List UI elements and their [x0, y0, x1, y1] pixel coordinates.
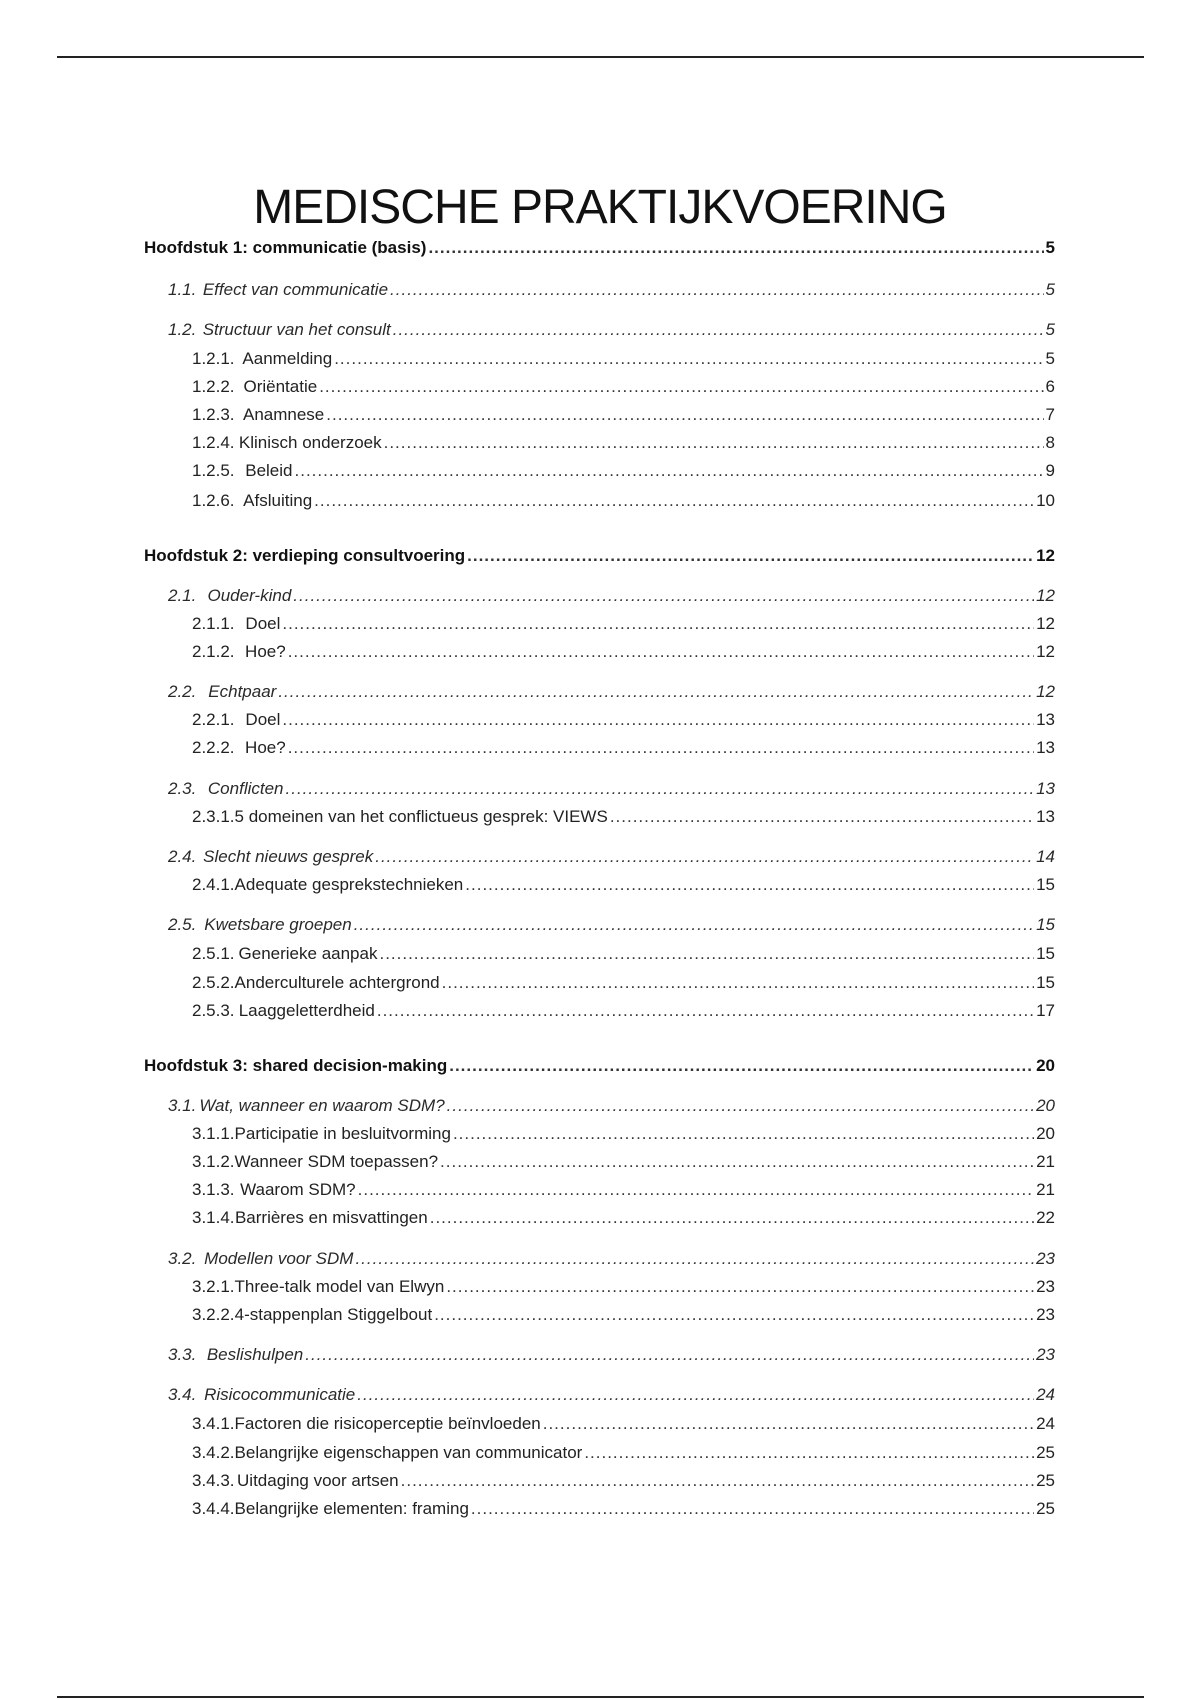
toc-page-number: 12: [1036, 682, 1055, 701]
toc-entry-number: 1.2.: [168, 320, 197, 339]
toc-entry-number: 3.3.: [168, 1345, 197, 1364]
toc-entry-label: Modellen voor SDM: [204, 1249, 354, 1268]
toc-entry-label: Uitdaging voor artsen: [237, 1471, 399, 1490]
footer-rule: [57, 1696, 1144, 1698]
toc-dot-leader: [282, 709, 1034, 731]
toc-page-number: 17: [1036, 1001, 1055, 1020]
toc-page-number: 5: [1045, 238, 1055, 257]
toc-entry-label: Hoofdstuk 3: shared decision-making: [144, 1056, 448, 1075]
toc-dot-leader: [453, 1123, 1034, 1145]
toc-entry-number: 3.1.2.: [192, 1152, 235, 1171]
toc-subsection[interactable]: [192, 1470, 1055, 1492]
toc-dot-leader: [471, 1498, 1034, 1520]
toc-dot-leader: [440, 1151, 1034, 1173]
toc-entry-number: 1.1.: [168, 280, 197, 299]
toc-subsection[interactable]: [192, 1498, 1055, 1520]
toc-entry-label: Participatie in besluitvorming: [234, 1124, 451, 1143]
toc-dot-leader: [326, 404, 1043, 426]
toc-entry-label: Wat, wanneer en waarom SDM?: [199, 1096, 445, 1115]
toc-entry-number: 2.2.2.: [192, 738, 235, 757]
toc-dot-leader: [293, 585, 1034, 607]
toc-entry-number: 2.1.1.: [192, 614, 235, 633]
toc-section[interactable]: [168, 1095, 1055, 1117]
toc-entry-number: 3.4.1.: [192, 1414, 235, 1433]
toc-entry-label: Barrières en misvattingen: [234, 1208, 428, 1227]
toc-entry-number: 3.2.2.: [192, 1305, 235, 1324]
toc-subsection[interactable]: [192, 1123, 1055, 1145]
toc-dot-leader: [334, 348, 1043, 370]
toc-page-number: 24: [1036, 1414, 1055, 1433]
toc-page-number: 9: [1045, 461, 1055, 480]
toc-entry-label: Ouder-kind: [207, 586, 292, 605]
toc-dot-leader: [430, 1207, 1034, 1229]
toc-dot-leader: [319, 376, 1043, 398]
toc-page-number: 12: [1036, 586, 1055, 605]
toc-section[interactable]: [168, 1344, 1055, 1366]
toc-entry-number: 3.4.: [168, 1385, 197, 1404]
toc-section[interactable]: [168, 778, 1055, 800]
toc-section[interactable]: [168, 319, 1055, 341]
toc-page-number: 13: [1036, 779, 1055, 798]
toc-subsection[interactable]: [192, 1442, 1055, 1464]
toc-entry-number: 2.1.2.: [192, 642, 235, 661]
toc-page-number: 14: [1036, 847, 1055, 866]
toc-section[interactable]: [168, 1384, 1055, 1406]
toc-section[interactable]: [168, 585, 1055, 607]
toc-entry-label: Aanmelding: [242, 349, 333, 368]
toc-entry-number: 1.2.6.: [192, 491, 235, 510]
toc-subsection[interactable]: [192, 1304, 1055, 1326]
toc-page-number: 12: [1036, 614, 1055, 633]
toc-dot-leader: [375, 846, 1034, 868]
toc-entry-number: 2.3.1.: [192, 807, 235, 826]
toc-subsection[interactable]: [192, 641, 1055, 663]
toc-page-number: 23: [1036, 1305, 1055, 1324]
toc-entry-label: Wanneer SDM toepassen?: [234, 1152, 439, 1171]
toc-entry-number: 1.2.5.: [192, 461, 235, 480]
toc-page-number: 24: [1036, 1385, 1055, 1404]
toc-subsection[interactable]: [192, 709, 1055, 731]
toc-entry-number: 3.4.3.: [192, 1471, 235, 1490]
toc-entry-label: Belangrijke elementen: framing: [234, 1499, 469, 1518]
toc-dot-leader: [282, 613, 1034, 635]
toc-page-number: 15: [1036, 875, 1055, 894]
toc-subsection[interactable]: [192, 490, 1055, 512]
toc-dot-leader: [379, 943, 1034, 965]
toc-dot-leader: [377, 1000, 1034, 1022]
toc-dot-leader: [355, 1248, 1034, 1270]
toc-entry-label: Generieke aanpak: [238, 944, 378, 963]
toc-page-number: 5: [1045, 280, 1055, 299]
toc-entry-label: Anderculturele achtergrond: [234, 973, 440, 992]
toc-entry-label: Hoofdstuk 2: verdieping consultvoering: [144, 546, 466, 565]
toc-dot-leader: [610, 806, 1034, 828]
toc-entry-label: Structuur van het consult: [202, 320, 391, 339]
toc-subsection[interactable]: [192, 737, 1055, 759]
toc-entry-number: 3.4.2.: [192, 1443, 235, 1462]
toc-dot-leader: [465, 874, 1034, 896]
toc-page-number: 23: [1036, 1345, 1055, 1364]
toc-entry-label: Beslishulpen: [206, 1345, 304, 1364]
toc-entry-number: 3.2.: [168, 1249, 197, 1268]
toc-page-number: 20: [1036, 1096, 1055, 1115]
toc-entry-number: 2.5.2.: [192, 973, 235, 992]
toc-dot-leader: [449, 1055, 1034, 1077]
toc-page-number: 12: [1036, 642, 1055, 661]
toc-page-number: 23: [1036, 1277, 1055, 1296]
toc-subsection[interactable]: [192, 432, 1055, 454]
toc-dot-leader: [401, 1470, 1034, 1492]
toc-dot-leader: [384, 432, 1044, 454]
toc-entry-label: Laaggeletterdheid: [238, 1001, 375, 1020]
toc-entry-number: 3.1.: [168, 1096, 197, 1115]
toc-dot-leader: [446, 1276, 1034, 1298]
toc-entry-number: 2.5.: [168, 915, 197, 934]
toc-entry-number: 2.2.1.: [192, 710, 235, 729]
toc-chapter[interactable]: [144, 545, 1055, 567]
toc-page-number: 5: [1045, 349, 1055, 368]
toc-section[interactable]: [168, 279, 1055, 301]
toc-subsection[interactable]: [192, 460, 1055, 482]
toc-dot-leader: [295, 460, 1044, 482]
toc-entry-number: 2.3.: [168, 779, 197, 798]
toc-entry-label: Factoren die risicoperceptie beïnvloeden: [234, 1414, 541, 1433]
toc-page-number: 21: [1036, 1180, 1055, 1199]
toc-entry-number: 3.4.4.: [192, 1499, 235, 1518]
toc-subsection[interactable]: [192, 1207, 1055, 1229]
toc-entry-label: Risicocommunicatie: [204, 1385, 356, 1404]
toc-entry-number: 1.2.1.: [192, 349, 235, 368]
toc-entry-number: 1.2.4.: [192, 433, 235, 452]
toc-page-number: 21: [1036, 1152, 1055, 1171]
document-title: MEDISCHE PRAKTIJKVOERING: [253, 181, 947, 235]
toc-entry-number: 2.1.: [168, 586, 197, 605]
toc-page-number: 20: [1036, 1056, 1055, 1075]
toc-entry-label: Oriëntatie: [243, 377, 318, 396]
toc-entry-label: Doel: [245, 614, 281, 633]
toc-dot-leader: [447, 1095, 1034, 1117]
toc-subsection[interactable]: [192, 404, 1055, 426]
toc-entry-label: Echtpaar: [208, 682, 277, 701]
toc-dot-leader: [288, 737, 1034, 759]
toc-dot-leader: [286, 778, 1035, 800]
toc-dot-leader: [543, 1413, 1034, 1435]
toc-entry-label: Doel: [245, 710, 281, 729]
toc-page-number: 13: [1036, 738, 1055, 757]
toc-page-number: 20: [1036, 1124, 1055, 1143]
toc-entry-label: Anamnese: [242, 405, 325, 424]
toc-entry-number: 3.1.4.: [192, 1208, 235, 1227]
toc-dot-leader: [467, 545, 1034, 567]
toc-page-number: 23: [1036, 1249, 1055, 1268]
toc-dot-leader: [314, 490, 1034, 512]
toc-subsection[interactable]: [192, 376, 1055, 398]
toc-dot-leader: [434, 1304, 1034, 1326]
toc-section[interactable]: [168, 1248, 1055, 1270]
toc-page-number: 12: [1036, 546, 1055, 565]
toc-entry-label: Kwetsbare groepen: [204, 915, 352, 934]
toc-entry-label: 4-stappenplan Stiggelbout: [234, 1305, 433, 1324]
toc-entry-label: 5 domeinen van het conflictueus gesprek: VIEWS: [234, 807, 608, 826]
toc-entry-label: Slecht nieuws gesprek: [203, 847, 374, 866]
toc-entry-number: 3.1.1.: [192, 1124, 235, 1143]
toc-dot-leader: [390, 279, 1044, 301]
toc-entry-label: Hoe?: [245, 642, 286, 661]
toc-entry-number: 3.2.1.: [192, 1277, 235, 1296]
toc-entry-number: 2.2.: [168, 682, 197, 701]
toc-dot-leader: [354, 914, 1034, 936]
toc-entry-label: Afsluiting: [243, 491, 313, 510]
toc-entry-label: Effect van communicatie: [202, 280, 389, 299]
toc-entry-label: Conflicten: [207, 779, 284, 798]
toc-entry-label: Hoofdstuk 1: communicatie (basis): [144, 238, 427, 257]
toc-subsection[interactable]: [192, 1413, 1055, 1435]
toc-dot-leader: [357, 1384, 1034, 1406]
toc-subsection[interactable]: [192, 943, 1055, 965]
toc-section[interactable]: [168, 681, 1055, 703]
toc-subsection[interactable]: [192, 613, 1055, 635]
toc-dot-leader: [288, 641, 1034, 663]
toc-chapter[interactable]: [144, 237, 1055, 259]
toc-subsection[interactable]: [192, 1000, 1055, 1022]
toc-subsection[interactable]: [192, 1151, 1055, 1173]
toc-subsection[interactable]: [192, 348, 1055, 370]
toc-entry-number: 2.4.: [168, 847, 197, 866]
toc-entry-number: 2.4.1.: [192, 875, 235, 894]
toc-entry-label: Hoe?: [245, 738, 286, 757]
toc-page-number: 25: [1036, 1471, 1055, 1490]
toc-page-number: 8: [1045, 433, 1055, 452]
toc-subsection[interactable]: [192, 1276, 1055, 1298]
toc-page-number: 22: [1036, 1208, 1055, 1227]
toc-page-number: 15: [1036, 973, 1055, 992]
toc-dot-leader: [584, 1442, 1034, 1464]
toc-entry-label: Klinisch onderzoek: [238, 433, 382, 452]
toc-subsection[interactable]: [192, 1179, 1055, 1201]
toc-page-number: 25: [1036, 1499, 1055, 1518]
toc-section[interactable]: [168, 914, 1055, 936]
toc-section[interactable]: [168, 846, 1055, 868]
toc-entry-number: 1.2.2.: [192, 377, 235, 396]
toc-page-number: 13: [1036, 710, 1055, 729]
toc-page-number: 6: [1045, 377, 1055, 396]
toc-page-number: 15: [1036, 915, 1055, 934]
toc-entry-number: 2.5.3.: [192, 1001, 235, 1020]
toc-subsection[interactable]: [192, 972, 1055, 994]
toc-dot-leader: [358, 1179, 1034, 1201]
toc-entry-label: Adequate gesprekstechnieken: [234, 875, 464, 894]
toc-dot-leader: [278, 681, 1034, 703]
toc-page-number: 25: [1036, 1443, 1055, 1462]
toc-entry-number: 3.1.3.: [192, 1180, 235, 1199]
toc-dot-leader: [305, 1344, 1034, 1366]
toc-entry-label: Waarom SDM?: [240, 1180, 356, 1199]
toc-chapter[interactable]: [144, 1055, 1055, 1077]
toc-dot-leader: [393, 319, 1044, 341]
toc-entry-number: 2.5.1.: [192, 944, 235, 963]
toc-subsection[interactable]: [192, 874, 1055, 896]
toc-entry-number: 1.2.3.: [192, 405, 235, 424]
toc-subsection[interactable]: [192, 806, 1055, 828]
toc-entry-label: Belangrijke eigenschappen van communicator: [234, 1443, 583, 1462]
toc-page-number: 13: [1036, 807, 1055, 826]
toc-page-number: 7: [1045, 405, 1055, 424]
toc-dot-leader: [428, 237, 1043, 259]
toc-page-number: 15: [1036, 944, 1055, 963]
toc-entry-label: Beleid: [245, 461, 293, 480]
toc-page-number: 10: [1036, 491, 1055, 510]
toc-entry-label: Three-talk model van Elwyn: [234, 1277, 445, 1296]
toc-dot-leader: [442, 972, 1034, 994]
toc-page-number: 5: [1045, 320, 1055, 339]
